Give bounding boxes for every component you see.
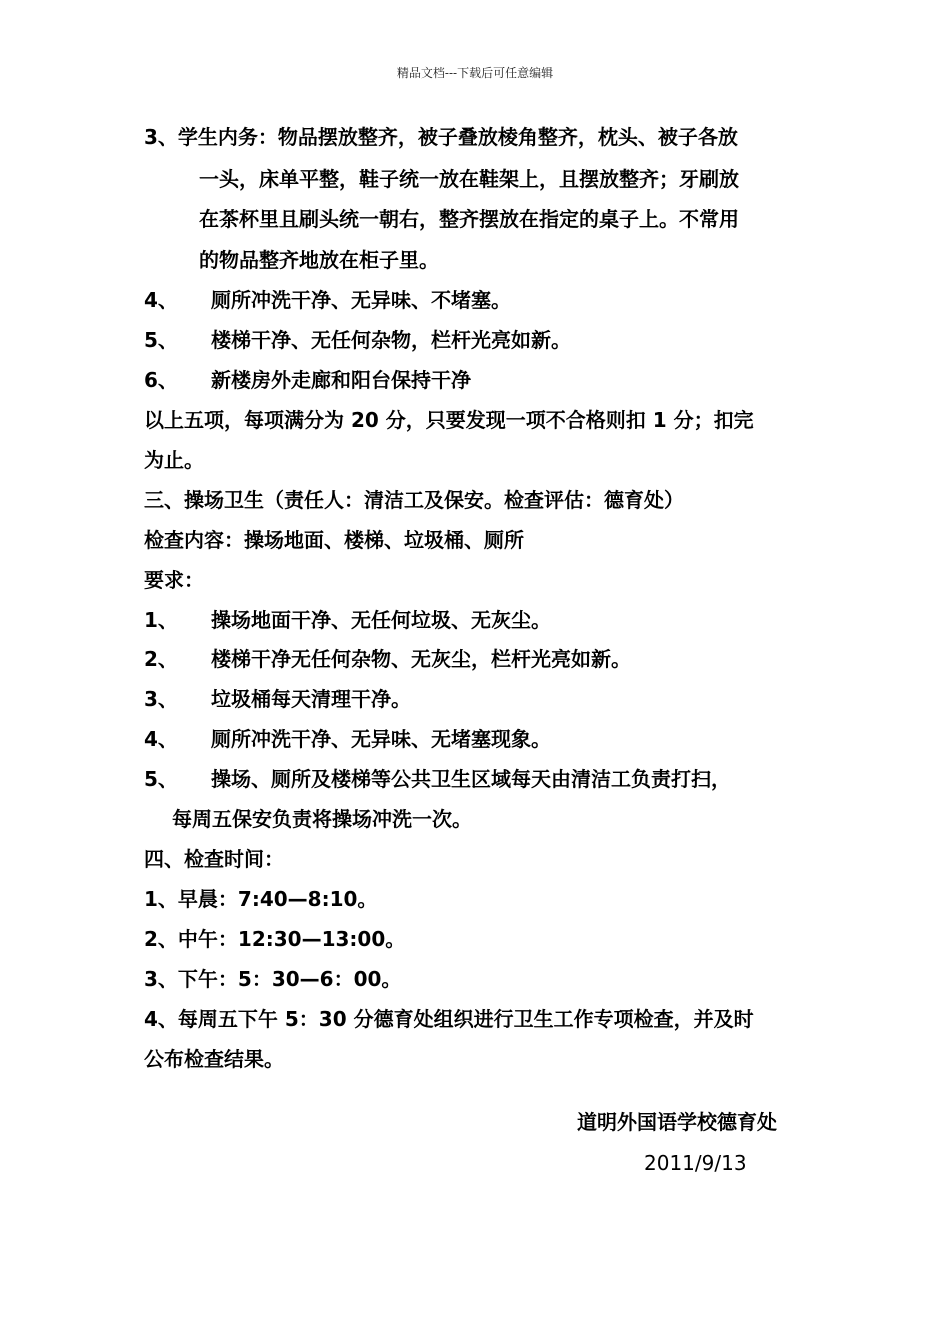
dorm-item-3-line-2: 一头，床单平整，鞋子统一放在鞋架上，且摆放整齐；牙刷放 bbox=[199, 167, 739, 191]
section-3-title: 三、操场卫生（责任人：清洁工及保安。检查评估：德育处） bbox=[144, 488, 684, 512]
section-4-item-3: 3、下午：5：30—6：00。 bbox=[144, 967, 402, 991]
list-number: 6、 bbox=[144, 368, 178, 392]
list-text: 操场地面干净、无任何垃圾、无灰尘。 bbox=[211, 608, 551, 632]
section-4-item-4-continued: 公布检查结果。 bbox=[144, 1047, 284, 1071]
list-number: 4、 bbox=[144, 727, 178, 751]
list-number: 1、 bbox=[144, 608, 178, 632]
dorm-item-3-line-3: 在茶杯里且刷头统一朝右，整齐摆放在指定的桌子上。不常用 bbox=[199, 207, 739, 231]
signature-organization: 道明外国语学校德育处 bbox=[577, 1110, 777, 1134]
section-3-item-2 bbox=[144, 646, 631, 672]
section-4-item-4: 4、每周五下午 5：30 分德育处组织进行卫生工作专项检查，并及时 bbox=[144, 1007, 754, 1031]
section-3-content: 检查内容：操场地面、楼梯、垃圾桶、厕所 bbox=[144, 528, 524, 552]
list-number: 3、 bbox=[144, 687, 178, 711]
section-4-title: 四、检查时间： bbox=[144, 847, 284, 871]
section-3-item-3 bbox=[144, 686, 411, 712]
page-header: 精品文档---下载后可任意编辑 bbox=[396, 66, 554, 80]
section-3-item-1 bbox=[144, 607, 551, 633]
scoring-line-2: 为止。 bbox=[144, 448, 204, 472]
scoring-line-1: 以上五项，每项满分为 20 分，只要发现一项不合格则扣 1 分；扣完 bbox=[144, 408, 754, 432]
section-3-item-5 bbox=[144, 766, 731, 792]
list-number: 5、 bbox=[144, 328, 178, 352]
dorm-item-3-line-4: 的物品整齐地放在柜子里。 bbox=[199, 248, 439, 272]
list-number: 5、 bbox=[144, 767, 178, 791]
dorm-item-5 bbox=[144, 327, 571, 353]
list-text: 楼梯干净、无任何杂物，栏杆光亮如新。 bbox=[211, 328, 571, 352]
section-3-requirements-label: 要求： bbox=[144, 568, 204, 592]
section-3-item-4 bbox=[144, 726, 551, 752]
section-4-item-2: 2、中午：12:30—13:00。 bbox=[144, 927, 406, 951]
list-text: 楼梯干净无任何杂物、无灰尘，栏杆光亮如新。 bbox=[211, 647, 631, 671]
list-text: 操场、厕所及楼梯等公共卫生区域每天由清洁工负责打扫， bbox=[211, 767, 731, 791]
list-number: 4、 bbox=[144, 288, 178, 312]
list-text: 垃圾桶每天清理干净。 bbox=[211, 687, 411, 711]
dorm-item-3-line-1: 3、学生内务：物品摆放整齐，被子叠放棱角整齐，枕头、被子各放 bbox=[144, 125, 738, 149]
list-number: 2、 bbox=[144, 647, 178, 671]
section-3-item-5-continued: 每周五保安负责将操场冲洗一次。 bbox=[172, 807, 472, 831]
list-text: 厕所冲洗干净、无异味、不堵塞。 bbox=[211, 288, 511, 312]
dorm-item-4 bbox=[144, 287, 511, 313]
list-text: 厕所冲洗干净、无异味、无堵塞现象。 bbox=[211, 727, 551, 751]
list-text: 新楼房外走廊和阳台保持干净 bbox=[211, 368, 471, 392]
signature-date: 2011/9/13 bbox=[644, 1151, 747, 1175]
section-4-item-1: 1、早晨：7:40—8:10。 bbox=[144, 887, 378, 911]
dorm-item-6 bbox=[144, 367, 471, 393]
